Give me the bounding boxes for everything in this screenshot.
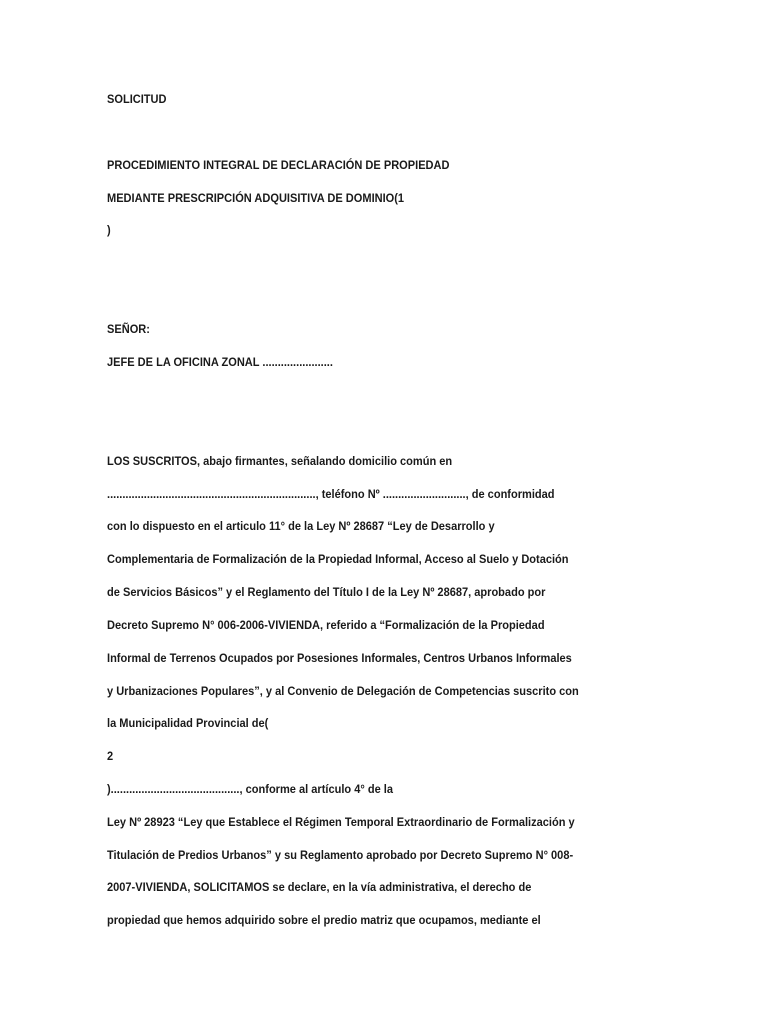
body-line: Complementaria de Formalización de la Propiedad Informal, Acceso al Suelo y Dotación	[107, 552, 569, 566]
procedure-heading-line-3: )	[107, 223, 111, 237]
body-line: la Municipalidad Provincial de(	[107, 716, 269, 730]
body-line: Ley Nº 28923 “Ley que Establece el Régimen Temporal Extraordinario de Formalización y	[107, 815, 575, 829]
body-line: Decreto Supremo N° 006-2006-VIVIENDA, referido a “Formalización de la Propiedad	[107, 618, 545, 632]
body-line: propiedad que hemos adquirido sobre el predio matriz que ocupamos, mediante el	[107, 913, 541, 927]
footnote-marker: 2	[107, 749, 114, 763]
body-line: ).........................................., conforme al artículo 4° de la	[107, 782, 394, 796]
body-line: Titulación de Predios Urbanos” y su Reglamento aprobado por Decreto Supremo N° 008-	[107, 848, 574, 862]
document-title: SOLICITUD	[107, 92, 167, 106]
procedure-heading-line-1: PROCEDIMIENTO INTEGRAL DE DECLARACIÓN DE PROPIEDAD	[107, 158, 450, 172]
body-line: LOS SUSCRITOS, abajo firmantes, señalando domicilio común en	[107, 454, 453, 468]
body-line: 2007-VIVIENDA, SOLICITAMOS se declare, en la vía administrativa, el derecho de	[107, 880, 532, 894]
body-line: ...................................................................., teléfono Nº ..........................., de conformidad	[107, 487, 555, 501]
addressee: JEFE DE LA OFICINA ZONAL .......................	[107, 355, 333, 369]
body-line: con lo dispuesto en el articulo 11° de la Ley Nº 28687 “Ley de Desarrollo y	[107, 519, 495, 533]
body-line: de Servicios Básicos” y el Reglamento del Título I de la Ley Nº 28687, aprobado por	[107, 585, 546, 599]
procedure-heading-line-2: MEDIANTE PRESCRIPCIÓN ADQUISITIVA DE DOMINIO(1	[107, 191, 405, 205]
body-line: Informal de Terrenos Ocupados por Posesiones Informales, Centros Urbanos Informales	[107, 651, 572, 665]
salutation: SEÑOR:	[107, 322, 150, 336]
body-line: y Urbanizaciones Populares”, y al Convenio de Delegación de Competencias suscrito con	[107, 684, 579, 698]
